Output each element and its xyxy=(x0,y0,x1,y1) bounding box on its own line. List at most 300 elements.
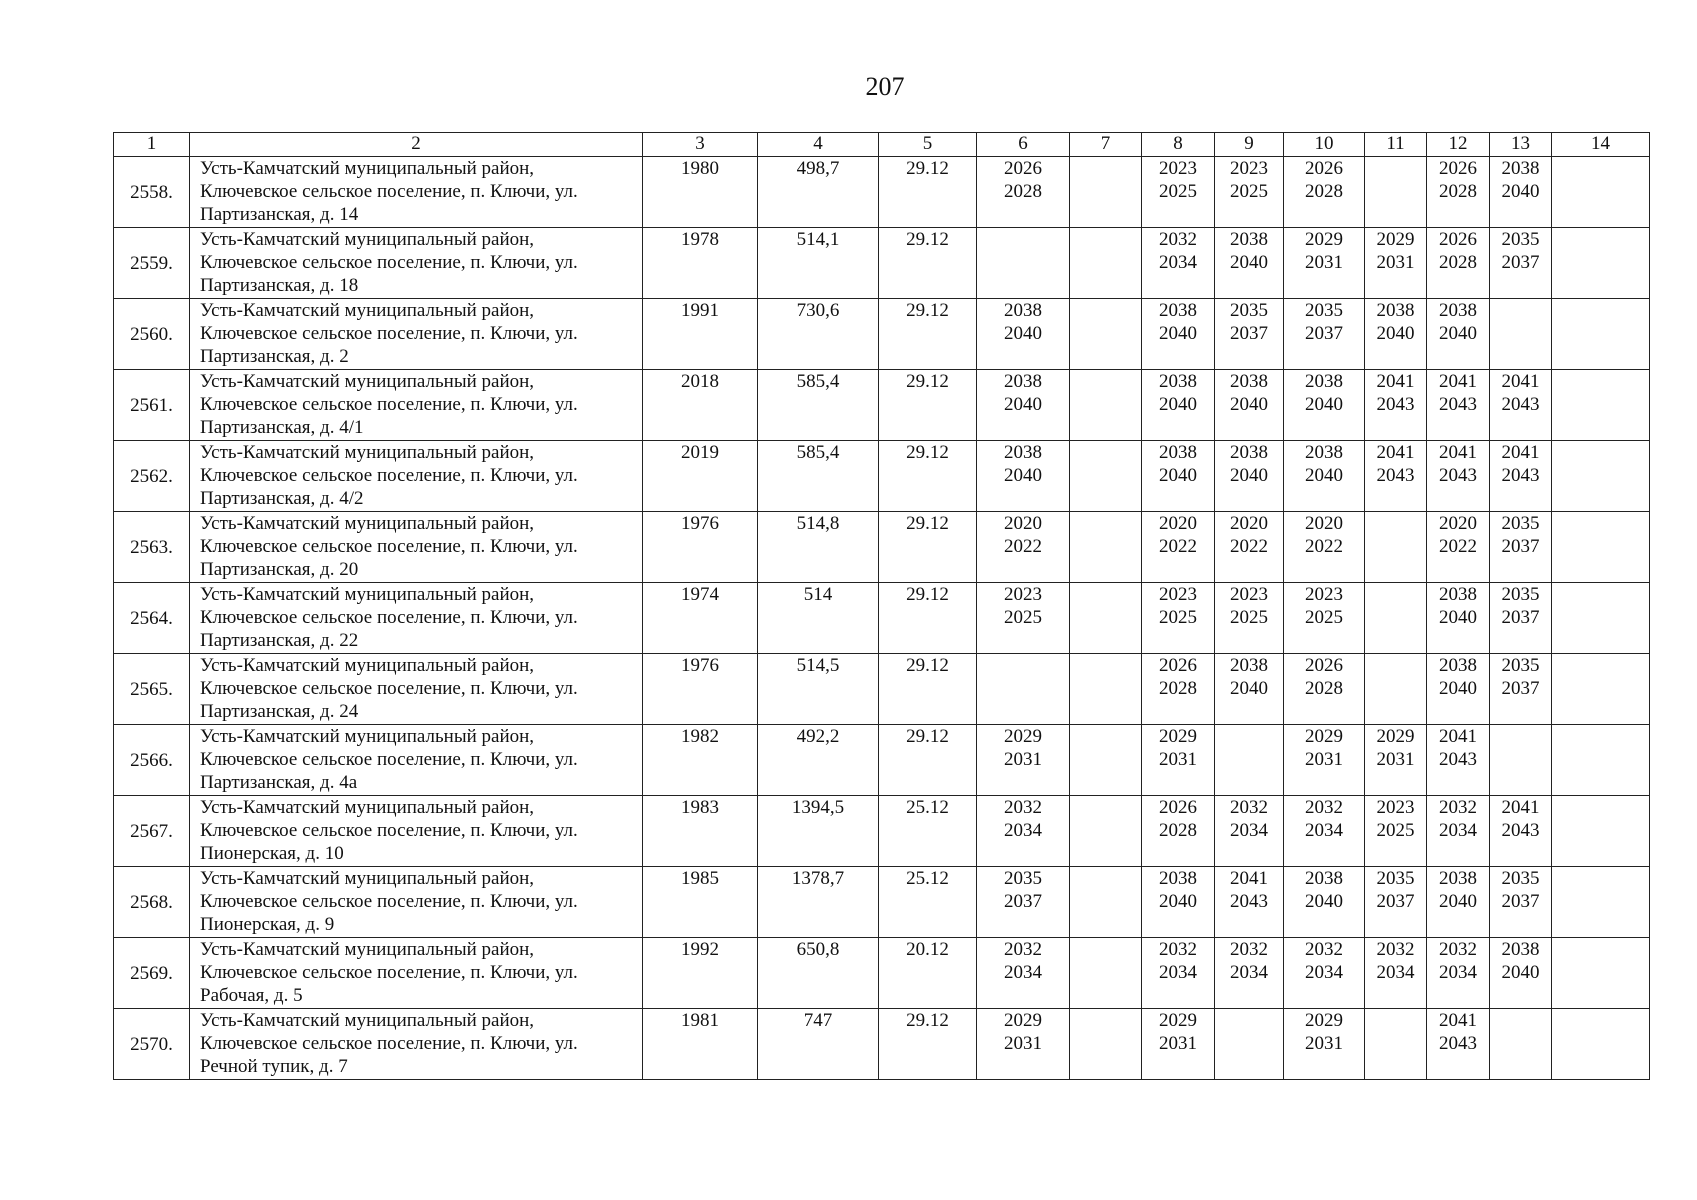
table-body xyxy=(114,157,1650,1080)
depreciation-cell: 29.12 xyxy=(879,370,977,441)
address-line: Усть-Камчатский муниципальный район, xyxy=(200,1010,535,1031)
table-row xyxy=(114,654,1650,725)
repair-year: 2038 xyxy=(1305,442,1343,463)
repair-years-c13 xyxy=(1490,796,1552,867)
repair-year: 2041 xyxy=(1376,442,1415,463)
column-header-14: 14 xyxy=(1552,133,1650,157)
repair-year: 2029 xyxy=(1376,726,1415,747)
year-built-cell: 1983 xyxy=(643,796,758,867)
repair-year: 2043 xyxy=(1439,465,1477,486)
repair-year: 2038 xyxy=(1501,939,1540,960)
area-cell: 514,1 xyxy=(758,228,879,299)
repair-year: 2038 xyxy=(1439,868,1477,889)
repair-years-c14 xyxy=(1552,228,1650,299)
repair-year: 2022 xyxy=(1159,536,1197,557)
repair-year: 2041 xyxy=(1439,371,1477,392)
repair-years-c13 xyxy=(1490,725,1552,796)
area-cell: 514 xyxy=(758,583,879,654)
repair-years-c14 xyxy=(1552,725,1650,796)
depreciation-cell: 29.12 xyxy=(879,157,977,228)
address-line: Усть-Камчатский муниципальный район, xyxy=(200,513,535,534)
repair-years-c11 xyxy=(1365,299,1427,370)
address-cell xyxy=(190,512,643,583)
repair-years-c7 xyxy=(1070,583,1142,654)
address-line: Партизанская, д. 20 xyxy=(200,559,359,580)
repair-year: 2041 xyxy=(1439,442,1477,463)
year-built-cell: 1978 xyxy=(643,228,758,299)
repair-years-c14 xyxy=(1552,1009,1650,1080)
repair-year: 2040 xyxy=(1230,394,1268,415)
address-line: Усть-Камчатский муниципальный район, xyxy=(200,939,535,960)
repair-year: 2038 xyxy=(1439,584,1477,605)
repair-year: 2037 xyxy=(1501,891,1540,912)
repair-years-c12 xyxy=(1427,654,1490,725)
column-header-5: 5 xyxy=(879,133,977,157)
repair-year: 2032 xyxy=(1004,939,1042,960)
repair-year: 2020 xyxy=(1159,513,1197,534)
repair-year: 2037 xyxy=(1305,323,1343,344)
repair-year: 2037 xyxy=(1501,536,1540,557)
address-line: Усть-Камчатский муниципальный район, xyxy=(200,158,535,179)
address-line: Усть-Камчатский муниципальный район, xyxy=(200,584,535,605)
address-line: Ключевское сельское поселение, п. Ключи, ул. xyxy=(200,678,578,699)
repair-years-c7 xyxy=(1070,938,1142,1009)
repair-years-c9 xyxy=(1215,583,1284,654)
table-row xyxy=(114,796,1650,867)
year-built-cell: 1976 xyxy=(643,654,758,725)
area-cell: 514,8 xyxy=(758,512,879,583)
repair-year: 2029 xyxy=(1305,1010,1343,1031)
repair-year: 2035 xyxy=(1501,229,1540,250)
repair-years-c13 xyxy=(1490,654,1552,725)
repair-year: 2028 xyxy=(1159,820,1197,841)
repair-year: 2032 xyxy=(1305,939,1343,960)
repair-year: 2025 xyxy=(1159,181,1197,202)
repair-year: 2041 xyxy=(1501,442,1540,463)
address-line: Усть-Камчатский муниципальный район, xyxy=(200,371,535,392)
repair-year: 2034 xyxy=(1159,252,1197,273)
repair-years-c12 xyxy=(1427,938,1490,1009)
repair-year: 2031 xyxy=(1305,252,1343,273)
repair-year: 2020 xyxy=(1305,513,1343,534)
repair-year: 2040 xyxy=(1159,394,1197,415)
repair-years-c6 xyxy=(977,867,1070,938)
repair-years-c10 xyxy=(1284,725,1365,796)
repair-years-c9 xyxy=(1215,512,1284,583)
repair-years-c11 xyxy=(1365,370,1427,441)
year-built-cell: 1982 xyxy=(643,725,758,796)
address-line: Усть-Камчатский муниципальный район, xyxy=(200,442,535,463)
repair-year: 2035 xyxy=(1501,584,1540,605)
repair-year: 2031 xyxy=(1159,749,1197,770)
repair-years-c10 xyxy=(1284,938,1365,1009)
repair-year: 2026 xyxy=(1439,158,1477,179)
repair-year: 2028 xyxy=(1159,678,1197,699)
column-header-6: 6 xyxy=(977,133,1070,157)
address-line: Партизанская, д. 22 xyxy=(200,630,359,651)
repair-years-c8 xyxy=(1142,370,1215,441)
table-row xyxy=(114,583,1650,654)
repair-years-c10 xyxy=(1284,654,1365,725)
repair-years-c9 xyxy=(1215,228,1284,299)
repair-years-c7 xyxy=(1070,796,1142,867)
row-number: 2565. xyxy=(114,654,190,725)
repair-year: 2040 xyxy=(1159,465,1197,486)
column-header-7: 7 xyxy=(1070,133,1142,157)
repair-year: 2031 xyxy=(1004,1033,1042,1054)
repair-years-c7 xyxy=(1070,299,1142,370)
repair-year: 2022 xyxy=(1439,536,1477,557)
repair-year: 2020 xyxy=(1004,513,1042,534)
area-cell: 747 xyxy=(758,1009,879,1080)
repair-year: 2032 xyxy=(1305,797,1343,818)
repair-year: 2034 xyxy=(1004,962,1042,983)
address-line: Усть-Камчатский муниципальный район, xyxy=(200,655,535,676)
repair-year: 2023 xyxy=(1159,158,1197,179)
repair-year: 2035 xyxy=(1004,868,1042,889)
row-number: 2563. xyxy=(114,512,190,583)
repair-year: 2026 xyxy=(1159,655,1197,676)
repair-years-c10 xyxy=(1284,867,1365,938)
repair-year: 2040 xyxy=(1439,607,1477,628)
repair-years-c12 xyxy=(1427,725,1490,796)
repair-years-c14 xyxy=(1552,512,1650,583)
repair-years-c11 xyxy=(1365,441,1427,512)
depreciation-cell: 29.12 xyxy=(879,441,977,512)
repair-years-c9 xyxy=(1215,441,1284,512)
repair-years-c9 xyxy=(1215,796,1284,867)
repair-year: 2043 xyxy=(1439,1033,1477,1054)
repair-years-c7 xyxy=(1070,867,1142,938)
repair-years-c10 xyxy=(1284,370,1365,441)
repair-years-c11 xyxy=(1365,512,1427,583)
repair-year: 2043 xyxy=(1376,394,1415,415)
repair-year: 2025 xyxy=(1376,820,1415,841)
repair-years-c7 xyxy=(1070,370,1142,441)
repair-years-c6 xyxy=(977,512,1070,583)
address-cell xyxy=(190,725,643,796)
table-header xyxy=(114,133,1650,157)
repair-year: 2038 xyxy=(1159,442,1197,463)
address-line: Партизанская, д. 2 xyxy=(200,346,349,367)
repair-year: 2031 xyxy=(1159,1033,1197,1054)
repair-years-c10 xyxy=(1284,512,1365,583)
repair-years-c12 xyxy=(1427,867,1490,938)
address-line: Ключевское сельское поселение, п. Ключи, ул. xyxy=(200,394,578,415)
repair-years-c6 xyxy=(977,725,1070,796)
repair-year: 2026 xyxy=(1159,797,1197,818)
repair-years-c11 xyxy=(1365,228,1427,299)
table-row xyxy=(114,867,1650,938)
table-row xyxy=(114,299,1650,370)
address-line: Ключевское сельское поселение, п. Ключи, ул. xyxy=(200,820,578,841)
column-header-13: 13 xyxy=(1490,133,1552,157)
repair-years-c6 xyxy=(977,441,1070,512)
repair-year: 2038 xyxy=(1501,158,1540,179)
repair-year: 2037 xyxy=(1501,678,1540,699)
repair-years-c10 xyxy=(1284,796,1365,867)
repair-years-c7 xyxy=(1070,441,1142,512)
repair-year: 2031 xyxy=(1305,1033,1343,1054)
repair-year: 2026 xyxy=(1305,655,1343,676)
address-line: Ключевское сельское поселение, п. Ключи, ул. xyxy=(200,323,578,344)
address-line: Ключевское сельское поселение, п. Ключи, ул. xyxy=(200,536,578,557)
repair-year: 2040 xyxy=(1004,465,1042,486)
repair-year: 2034 xyxy=(1439,820,1477,841)
repair-years-c8 xyxy=(1142,796,1215,867)
address-line: Речной тупик, д. 7 xyxy=(200,1056,348,1077)
repair-year: 2025 xyxy=(1159,607,1197,628)
year-built-cell: 2019 xyxy=(643,441,758,512)
repair-year: 2040 xyxy=(1004,323,1042,344)
repair-year: 2034 xyxy=(1159,962,1197,983)
repair-year: 2029 xyxy=(1376,229,1415,250)
repair-years-c8 xyxy=(1142,441,1215,512)
repair-years-c9 xyxy=(1215,654,1284,725)
area-cell: 514,5 xyxy=(758,654,879,725)
depreciation-cell: 29.12 xyxy=(879,1009,977,1080)
repair-year: 2040 xyxy=(1305,465,1343,486)
year-built-cell: 1985 xyxy=(643,867,758,938)
repair-years-c8 xyxy=(1142,299,1215,370)
address-cell xyxy=(190,654,643,725)
repair-year: 2023 xyxy=(1159,584,1197,605)
repair-year: 2034 xyxy=(1305,820,1343,841)
repair-years-c6 xyxy=(977,938,1070,1009)
address-line: Ключевское сельское поселение, п. Ключи, ул. xyxy=(200,465,578,486)
repair-year: 2043 xyxy=(1501,465,1540,486)
row-number: 2570. xyxy=(114,1009,190,1080)
repair-year: 2022 xyxy=(1305,536,1343,557)
repair-year: 2032 xyxy=(1004,797,1042,818)
repair-year: 2032 xyxy=(1230,939,1268,960)
repair-year: 2035 xyxy=(1501,655,1540,676)
page-number: 207 xyxy=(865,72,905,101)
repair-year: 2028 xyxy=(1305,181,1343,202)
address-line: Ключевское сельское поселение, п. Ключи, ул. xyxy=(200,252,578,273)
housing-register-table xyxy=(113,132,1650,1080)
repair-year: 2043 xyxy=(1376,465,1415,486)
repair-years-c12 xyxy=(1427,512,1490,583)
table-row xyxy=(114,370,1650,441)
repair-years-c10 xyxy=(1284,299,1365,370)
repair-year: 2022 xyxy=(1230,536,1268,557)
address-cell xyxy=(190,867,643,938)
repair-years-c9 xyxy=(1215,1009,1284,1080)
repair-years-c13 xyxy=(1490,157,1552,228)
repair-year: 2029 xyxy=(1159,1010,1197,1031)
address-cell xyxy=(190,1009,643,1080)
repair-years-c13 xyxy=(1490,299,1552,370)
repair-years-c6 xyxy=(977,654,1070,725)
repair-year: 2043 xyxy=(1230,891,1268,912)
repair-years-c8 xyxy=(1142,157,1215,228)
year-built-cell: 2018 xyxy=(643,370,758,441)
repair-year: 2029 xyxy=(1004,726,1042,747)
repair-years-c12 xyxy=(1427,1009,1490,1080)
repair-year: 2031 xyxy=(1305,749,1343,770)
row-number: 2569. xyxy=(114,938,190,1009)
repair-year: 2034 xyxy=(1230,962,1268,983)
repair-years-c6 xyxy=(977,370,1070,441)
repair-years-c12 xyxy=(1427,370,1490,441)
address-line: Усть-Камчатский муниципальный район, xyxy=(200,726,535,747)
repair-years-c7 xyxy=(1070,512,1142,583)
repair-years-c8 xyxy=(1142,867,1215,938)
repair-years-c6 xyxy=(977,796,1070,867)
table-row xyxy=(114,441,1650,512)
address-line: Партизанская, д. 14 xyxy=(200,204,359,225)
area-cell: 730,6 xyxy=(758,299,879,370)
row-number: 2560. xyxy=(114,299,190,370)
repair-year: 2031 xyxy=(1376,749,1415,770)
column-header-8: 8 xyxy=(1142,133,1215,157)
address-line: Усть-Камчатский муниципальный район, xyxy=(200,300,535,321)
repair-year: 2029 xyxy=(1305,229,1343,250)
repair-year: 2038 xyxy=(1230,442,1268,463)
row-number: 2564. xyxy=(114,583,190,654)
repair-year: 2029 xyxy=(1305,726,1343,747)
repair-year: 2032 xyxy=(1159,229,1197,250)
address-cell xyxy=(190,441,643,512)
repair-year: 2041 xyxy=(1501,371,1540,392)
column-header-2: 2 xyxy=(190,133,643,157)
repair-year: 2032 xyxy=(1159,939,1197,960)
repair-years-c11 xyxy=(1365,796,1427,867)
repair-years-c8 xyxy=(1142,583,1215,654)
repair-year: 2041 xyxy=(1439,726,1477,747)
year-built-cell: 1991 xyxy=(643,299,758,370)
repair-years-c8 xyxy=(1142,654,1215,725)
repair-years-c12 xyxy=(1427,157,1490,228)
area-cell: 650,8 xyxy=(758,938,879,1009)
repair-year: 2032 xyxy=(1376,939,1415,960)
repair-year: 2023 xyxy=(1230,584,1268,605)
row-number: 2561. xyxy=(114,370,190,441)
repair-years-c13 xyxy=(1490,512,1552,583)
table-row xyxy=(114,1009,1650,1080)
repair-years-c14 xyxy=(1552,370,1650,441)
repair-year: 2026 xyxy=(1439,229,1477,250)
repair-years-c11 xyxy=(1365,938,1427,1009)
repair-year: 2040 xyxy=(1004,394,1042,415)
repair-year: 2022 xyxy=(1004,536,1042,557)
depreciation-cell: 25.12 xyxy=(879,867,977,938)
repair-years-c9 xyxy=(1215,938,1284,1009)
repair-year: 2037 xyxy=(1376,891,1415,912)
repair-year: 2038 xyxy=(1230,229,1268,250)
repair-years-c13 xyxy=(1490,867,1552,938)
repair-year: 2041 xyxy=(1376,371,1415,392)
repair-year: 2028 xyxy=(1439,252,1477,273)
repair-year: 2035 xyxy=(1376,868,1415,889)
repair-year: 2037 xyxy=(1004,891,1042,912)
repair-year: 2041 xyxy=(1230,868,1268,889)
repair-years-c13 xyxy=(1490,228,1552,299)
repair-year: 2035 xyxy=(1501,513,1540,534)
row-number: 2559. xyxy=(114,228,190,299)
area-cell: 492,2 xyxy=(758,725,879,796)
repair-year: 2038 xyxy=(1305,371,1343,392)
repair-year: 2034 xyxy=(1376,962,1415,983)
area-cell: 1378,7 xyxy=(758,867,879,938)
depreciation-cell: 20.12 xyxy=(879,938,977,1009)
repair-years-c8 xyxy=(1142,725,1215,796)
address-line: Ключевское сельское поселение, п. Ключи, ул. xyxy=(200,962,578,983)
repair-years-c12 xyxy=(1427,299,1490,370)
repair-year: 2023 xyxy=(1004,584,1042,605)
repair-years-c7 xyxy=(1070,157,1142,228)
repair-year: 2040 xyxy=(1159,891,1197,912)
address-line: Ключевское сельское поселение, п. Ключи, ул. xyxy=(200,607,578,628)
repair-year: 2043 xyxy=(1501,820,1540,841)
repair-years-c9 xyxy=(1215,299,1284,370)
depreciation-cell: 29.12 xyxy=(879,512,977,583)
year-built-cell: 1976 xyxy=(643,512,758,583)
repair-years-c7 xyxy=(1070,725,1142,796)
repair-years-c7 xyxy=(1070,228,1142,299)
repair-year: 2034 xyxy=(1439,962,1477,983)
column-header-3: 3 xyxy=(643,133,758,157)
year-built-cell: 1980 xyxy=(643,157,758,228)
repair-year: 2035 xyxy=(1305,300,1343,321)
repair-years-c10 xyxy=(1284,157,1365,228)
repair-year: 2043 xyxy=(1439,394,1477,415)
repair-years-c6 xyxy=(977,157,1070,228)
repair-years-c14 xyxy=(1552,299,1650,370)
repair-year: 2038 xyxy=(1159,868,1197,889)
address-line: Усть-Камчатский муниципальный район, xyxy=(200,797,535,818)
repair-years-c13 xyxy=(1490,441,1552,512)
repair-year: 2029 xyxy=(1004,1010,1042,1031)
repair-year: 2037 xyxy=(1230,323,1268,344)
repair-years-c13 xyxy=(1490,583,1552,654)
repair-year: 2032 xyxy=(1439,797,1477,818)
repair-year: 2040 xyxy=(1439,891,1477,912)
repair-year: 2035 xyxy=(1501,868,1540,889)
repair-year: 2038 xyxy=(1439,655,1477,676)
address-line: Ключевское сельское поселение, п. Ключи, ул. xyxy=(200,181,578,202)
column-header-1: 1 xyxy=(114,133,190,157)
repair-years-c13 xyxy=(1490,370,1552,441)
address-line: Пионерская, д. 9 xyxy=(200,914,335,935)
repair-years-c9 xyxy=(1215,157,1284,228)
year-built-cell: 1981 xyxy=(643,1009,758,1080)
repair-year: 2028 xyxy=(1004,181,1042,202)
column-header-10: 10 xyxy=(1284,133,1365,157)
repair-years-c10 xyxy=(1284,583,1365,654)
address-line: Партизанская, д. 24 xyxy=(200,701,359,722)
repair-year: 2040 xyxy=(1230,678,1268,699)
repair-years-c6 xyxy=(977,228,1070,299)
column-header-9: 9 xyxy=(1215,133,1284,157)
address-line: Партизанская, д. 18 xyxy=(200,275,359,296)
area-cell: 1394,5 xyxy=(758,796,879,867)
address-line: Пионерская, д. 10 xyxy=(200,843,344,864)
repair-years-c8 xyxy=(1142,1009,1215,1080)
repair-years-c11 xyxy=(1365,725,1427,796)
year-built-cell: 1974 xyxy=(643,583,758,654)
address-cell xyxy=(190,370,643,441)
area-cell: 585,4 xyxy=(758,370,879,441)
table-row xyxy=(114,512,1650,583)
depreciation-cell: 29.12 xyxy=(879,299,977,370)
address-cell xyxy=(190,299,643,370)
repair-years-c11 xyxy=(1365,583,1427,654)
address-cell xyxy=(190,157,643,228)
row-number: 2568. xyxy=(114,867,190,938)
column-header-4: 4 xyxy=(758,133,879,157)
